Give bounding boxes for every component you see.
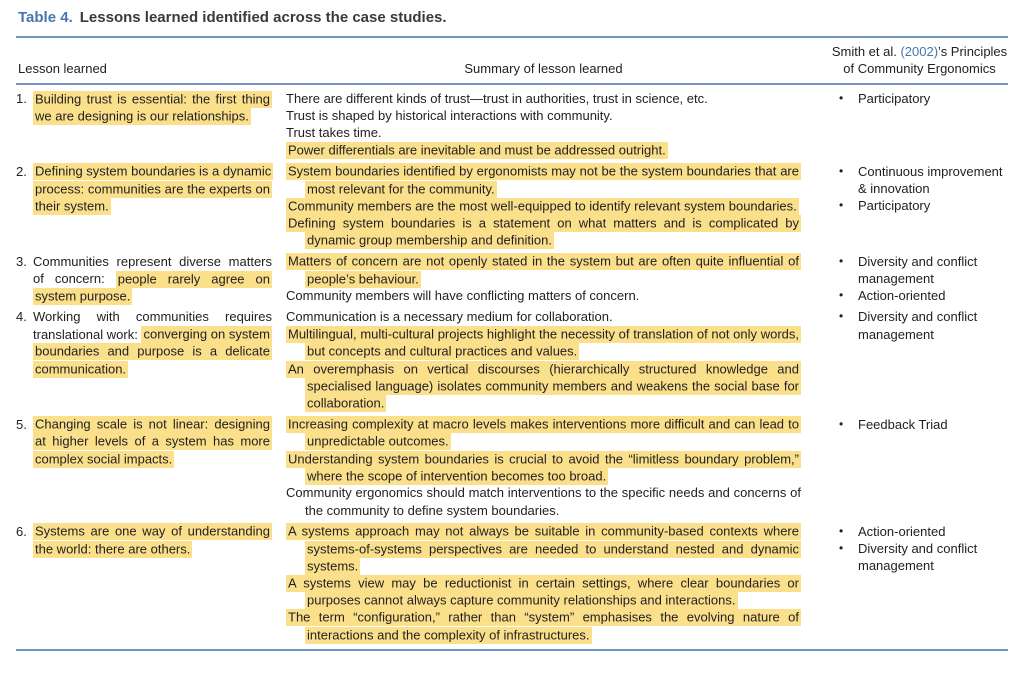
table-body [16,84,1008,647]
principle-item [837,253,1008,287]
table-caption [18,8,1008,27]
lesson-number: 5. [16,416,27,432]
lesson-entry [16,253,272,305]
highlighted-text: Matters of concern are not openly stated in the system but are often quite influential of people’s behaviour. [288,253,799,287]
summary-item [286,360,801,412]
header-lesson-learned: Lesson learned [16,40,286,84]
highlighted-text: Power differentials are inevitable and must be addressed outright. [288,142,666,158]
principle-item [837,163,1008,197]
highlighted-text: converging on system boundaries and purpose is a delicate communication. [35,326,270,377]
highlighted-text: Defining system boundaries is a dynamic process: communities are the experts on their system. [35,163,272,214]
lesson-entry [16,523,272,557]
highlighted-text: A systems view may be reductionist in certain settings, where clear boundaries or purposes cannot always capture community relationships and interactions. [288,575,799,608]
bullet-icon: • [839,523,844,538]
summary-item [286,574,801,608]
principle-item [837,197,1008,214]
summary-cell [286,416,831,523]
bullet-icon: • [839,416,844,431]
principle-label: Participatory [858,198,931,214]
lesson-number: 1. [16,91,27,106]
lessons-table [16,40,1008,647]
highlighted-text: The term “configuration,” rather than “system” emphasises the evolving nature of interactions and the complexity of infrastructures. [288,609,799,643]
summary-cell [286,253,831,309]
principle-label: Diversity and conflict management [858,309,978,342]
summary-item [286,326,801,360]
principle-item [837,540,1008,574]
header-summary: Summary of lesson learned [286,40,831,84]
header-principles-text [832,44,1007,76]
bullet-icon: • [839,541,844,556]
plain-text: Working with communities requires translational work: [33,309,272,342]
header-principles-segment: ’s Principles of Community Ergonomics [843,44,1008,76]
highlighted-text: Multilingual, multi-cultural projects highlight the necessity of translation of not only words, but concepts and cultural practices and values. [288,326,799,359]
principle-label: Participatory [858,91,931,106]
top-rule [16,36,1008,38]
lesson-number: 3. [16,253,27,269]
table-row [16,253,1008,309]
summary-item [286,450,801,484]
principles-cell [831,416,1008,523]
lesson-cell [16,308,286,415]
highlighted-text: Increasing complexity at macro levels makes interventions more difficult and can lead to unpredictable outcomes. [288,416,799,449]
bullet-icon: • [839,163,844,178]
table-caption-label: Table 4. [18,9,73,26]
summary-cell [286,523,831,647]
principle-item [837,90,1008,107]
summary-item [286,253,801,287]
summary-item [286,107,801,124]
lesson-cell [16,523,286,647]
lesson-entry [16,90,272,124]
plain-text: Trust is shaped by historical interactions with community. [286,108,613,124]
summary-item [286,142,801,159]
highlighted-text: Building trust is essential: the first thing we are designing is our relationships. [35,91,270,124]
principle-item [837,308,1008,342]
principles-cell [831,84,1008,163]
summary-item [286,287,801,304]
summary-item [286,416,801,450]
bullet-icon: • [839,288,844,303]
table-caption-text: Lessons learned identified across the case studies. [79,9,447,26]
plain-text: Communities represent diverse matters of concern: [33,253,272,287]
principle-item [837,523,1008,540]
lesson-text [33,90,272,124]
lesson-entry [16,308,272,377]
highlighted-text: Community members are the most well-equipped to identify relevant system boundaries. [288,198,797,214]
highlighted-text: Systems are one way of understanding the world: there are others. [35,523,270,557]
table-row [16,84,1008,163]
lesson-cell [16,163,286,253]
lesson-number: 6. [16,523,27,539]
highlighted-text: Defining system boundaries is a statement on what matters and is complicated by dynamic group membership and definition. [288,215,799,248]
summary-cell [286,84,831,163]
highlighted-text: An overemphasis on vertical discourses (hierarchically structured knowledge and specialised language) isolates community members and weakens the social base for collaboration. [288,361,799,411]
bullet-icon: • [839,253,844,268]
table-row [16,416,1008,523]
principle-label: Action-oriented [858,288,946,304]
citation-link[interactable]: (2002) [900,44,939,59]
summary-item [286,484,801,518]
lesson-text [33,163,272,215]
principle-label: Continuous improvement & innovation [858,163,1003,197]
summary-item [286,214,801,248]
table-header [16,40,1008,84]
table-row [16,308,1008,415]
highlighted-text: System boundaries identified by ergonomists may not be the system boundaries that are most relevant for the community. [288,163,799,197]
summary-item [286,90,801,107]
principles-cell [831,253,1008,309]
summary-item [286,197,801,214]
plain-text: Communication is a necessary medium for collaboration. [286,309,613,325]
bullet-icon: • [839,198,844,213]
lesson-cell [16,253,286,309]
lesson-number: 2. [16,163,27,179]
principles-cell [831,523,1008,647]
lesson-cell [16,84,286,163]
lesson-text [33,523,272,557]
principle-item [837,416,1008,433]
principles-cell [831,163,1008,253]
header-principles [831,40,1008,84]
highlighted-text: Understanding system boundaries is crucial to avoid the “limitless boundary problem,” where the scope of intervention becomes too broad. [288,451,799,484]
highlighted-text: people rarely agree on system purpose. [35,271,270,304]
lesson-text [33,253,272,305]
lesson-text [33,416,272,468]
principle-label: Diversity and conflict management [858,253,978,287]
highlighted-text: A systems approach may not always be suitable in community-based contexts where systems-of-systems perspectives are needed to understand nested and dynamic systems. [288,523,799,574]
header-row [16,40,1008,84]
principle-item [837,287,1008,304]
lesson-entry [16,416,272,468]
bullet-icon: • [839,309,844,324]
summary-item [286,308,801,325]
summary-cell [286,308,831,415]
principles-cell [831,308,1008,415]
principle-label: Feedback Triad [858,416,948,432]
highlighted-text: Changing scale is not linear: designing at higher levels of a system has more complex social impacts. [35,416,270,467]
bullet-icon: • [839,91,844,105]
plain-text: Trust takes time. [286,125,382,141]
table-row [16,523,1008,647]
table-row [16,163,1008,253]
lesson-number: 4. [16,309,27,325]
summary-item [286,609,801,643]
summary-item [286,163,801,197]
summary-item [286,523,801,575]
lesson-entry [16,163,272,215]
summary-cell [286,163,831,253]
lesson-cell [16,416,286,523]
header-principles-segment: Smith et al. [831,44,901,59]
principle-label: Diversity and conflict management [858,541,978,574]
lesson-text [33,308,272,377]
bottom-rule [16,649,1008,651]
principle-label: Action-oriented [858,523,946,539]
plain-text: Community members will have conflicting matters of concern. [286,288,640,304]
plain-text: There are different kinds of trust—trust in authorities, trust in science, etc. [286,91,708,106]
summary-item [286,124,801,141]
plain-text: Community ergonomics should match interventions to the specific needs and concerns of the community to define system boundaries. [286,485,801,518]
